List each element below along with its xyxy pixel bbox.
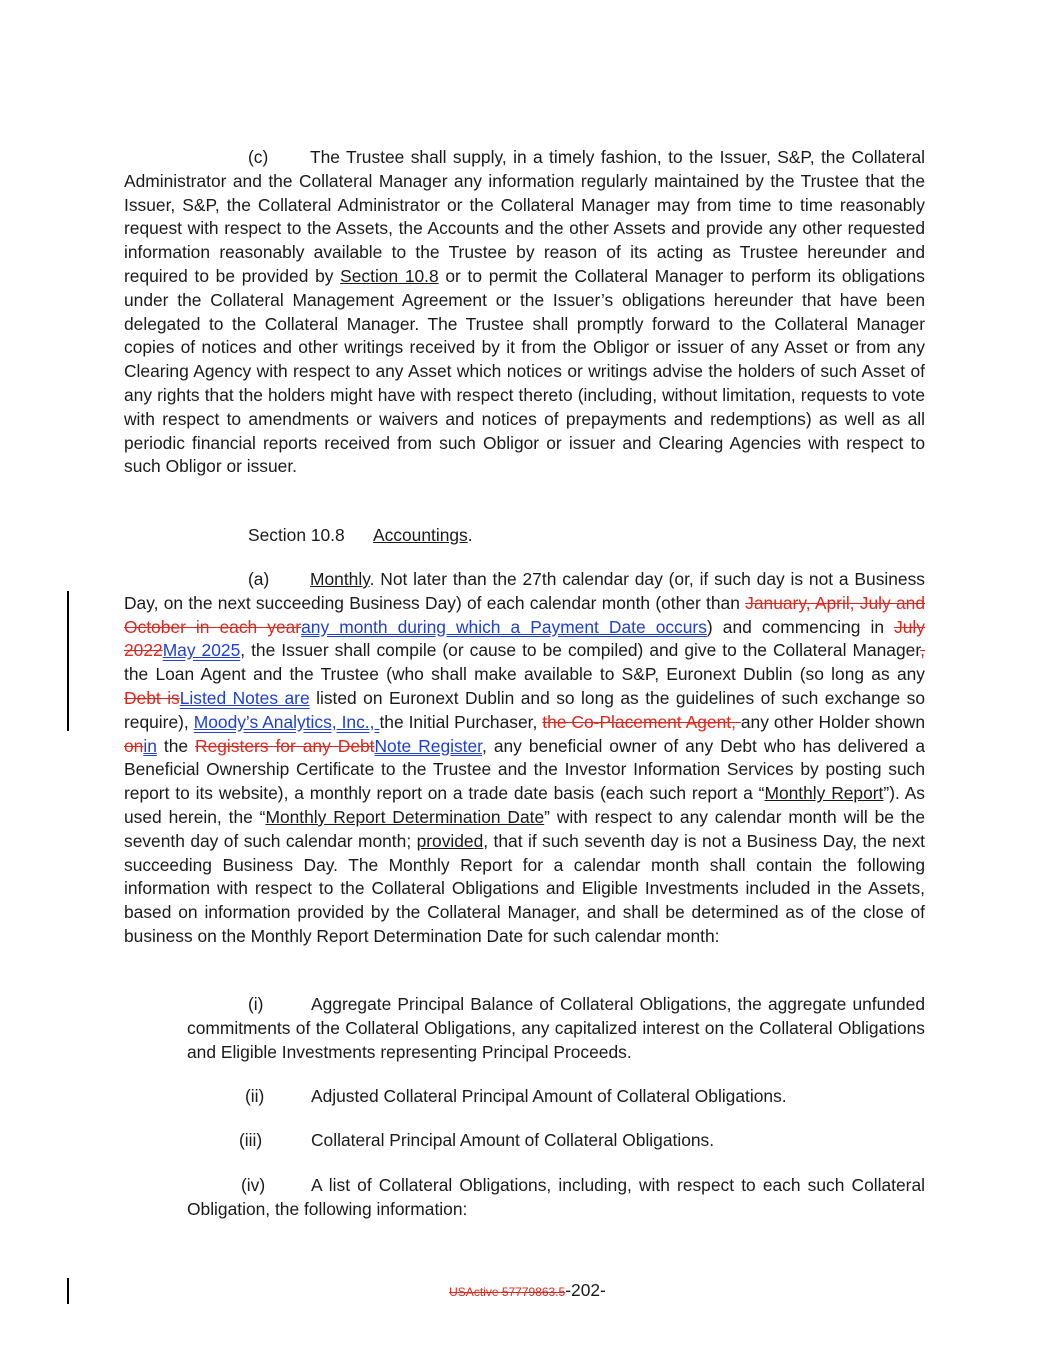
paragraph-text: or to permit the Collateral Manager to perform its obligations under the Collateral Management Agreement or the Issuer’s obligations hereunder that have been delegated to the Collateral Manager. The Trustee shall promptly forward to the Collateral Manager copies of notices and other writings received by it from the Obligor or issuer of any Asset or from any Clearing Agency with respect to any Asset which notices or writings advise the holders of such Asset of any rights that the holders might have with respect thereto (including, without limitation, requests to vote with respect to amendments or waivers and notices of prepayments and redemptions) as well as all periodic financial reports received from such Obligor or issuer and Clearing Agencies with respect to such Obligor or issuer.	[124, 265, 926, 477]
page-number: -202-	[565, 1280, 606, 1300]
section-number: Section 10.8	[248, 525, 345, 545]
inserted-text: Listed Notes are	[179, 687, 310, 708]
page-footer	[0, 1280, 1055, 1301]
paragraph-text: ” with respect to any calendar month will be the seventh day of such calendar month;	[124, 806, 925, 851]
section-title-period: .	[467, 525, 473, 545]
section-title: Accountings	[373, 525, 468, 545]
paragraph-label: (c)	[248, 147, 269, 167]
paragraph-text: the Initial Purchaser,	[379, 711, 543, 732]
list-item	[239, 1129, 714, 1153]
paragraph-text: , any beneficial owner of any Debt who has delivered a Beneficial Ownership Certificate to the Trustee and the Investor Information Services by posting such report to its website), a monthly report on a trade date basis (each such report a “	[124, 735, 925, 804]
list-item	[245, 1085, 787, 1109]
item-label: (iv)	[241, 1175, 266, 1195]
paragraph-text: any other Holder shown	[740, 711, 925, 732]
paragraph-heading: Monthly	[310, 569, 370, 589]
paragraph-text: listed on Euronext Dublin and so long as the guidelines of such exchange so require),	[124, 687, 926, 732]
inserted-text: Note Register	[374, 735, 483, 756]
inserted-text: May 2025	[162, 640, 241, 661]
paragraph-label: (a)	[248, 569, 270, 589]
deleted-text: Debt is	[124, 687, 180, 708]
deleted-text: the Co-Placement Agent,	[542, 711, 741, 732]
deleted-text: ,	[920, 640, 925, 661]
item-label: (i)	[248, 994, 264, 1014]
deleted-text: on	[124, 735, 144, 756]
paragraph-text: , that if such seventh day is not a Business Day, the next succeeding Business Day. The Monthly Report for a calendar month shall contain the following information with respect to the Collateral Obligations and Eligible Investments included in the Assets, based on information provided by the Collateral Manager, and shall be determined as of the close of business on the Monthly Report Determination Date for such calendar month:	[124, 830, 925, 946]
inserted-text: any month during which a Payment Date occurs	[301, 616, 707, 637]
item-text: Adjusted Collateral Principal Amount of Collateral Obligations.	[311, 1086, 787, 1106]
paragraph-text: ”). As used herein, the “	[124, 783, 925, 827]
item-label: (ii)	[245, 1086, 265, 1106]
paragraph-text: . Not later than the 27th calendar day (or, if such day is not a Business Day, on the next succeeding Business Day) of each calendar month (other than	[124, 569, 925, 613]
item-label: (iii)	[239, 1130, 263, 1150]
deleted-text: Registers for any Debt	[195, 735, 375, 756]
document-id: USActive 57779863.5	[449, 1285, 566, 1299]
section-heading	[124, 524, 925, 548]
paragraph-text: The Trustee shall supply, in a timely fashion, to the Issuer, S&P, the Collateral Administrator and the Collateral Manager any information regularly maintained by the Trustee that the Issuer, S&P, the Collateral Administrator or the Collateral Manager may from time to time reasonably request with respect to the Assets, the Accounts and the other Assets and provide any other requested information reasonably available to the Trustee by reason of its acting as Trustee hereunder and required to be provided by	[124, 147, 925, 286]
defined-term: provided	[416, 830, 484, 851]
paragraph-text: the Loan Agent and the Trustee (who shall make available to S&P, Euronext Dublin (so long as any	[124, 664, 925, 685]
item-text: Aggregate Principal Balance of Collateral Obligations, the aggregate unfunded commitments of the Collateral Obligations, any capitalized interest on the Collateral Obligations and Eligible Investments representing Principal Proceeds.	[187, 994, 925, 1062]
section-reference: Section 10.8	[340, 265, 439, 286]
paragraph-text: the	[156, 735, 196, 756]
inserted-text: in	[143, 735, 157, 756]
list-item	[187, 993, 925, 1064]
defined-term: Monthly Report Determination Date	[265, 806, 545, 827]
deleted-text: July 2022	[124, 616, 925, 661]
defined-term: Monthly Report	[764, 783, 884, 804]
deleted-text: January, April, July and October in each year	[124, 592, 925, 637]
paragraph-text: , the Issuer shall compile (or cause to be compiled) and give to the Collateral Manager	[240, 640, 921, 661]
revision-bar	[67, 591, 69, 731]
inserted-text: Moody’s Analytics, Inc.,	[193, 711, 380, 732]
paragraph-c	[124, 146, 925, 479]
item-text: A list of Collateral Obligations, including, with respect to each such Collateral Obligation, the following information:	[187, 1175, 925, 1219]
item-text: Collateral Principal Amount of Collateral Obligations.	[311, 1130, 715, 1150]
list-item	[187, 1174, 925, 1222]
paragraph-a	[124, 568, 925, 949]
paragraph-text: ) and commencing in	[706, 616, 895, 637]
